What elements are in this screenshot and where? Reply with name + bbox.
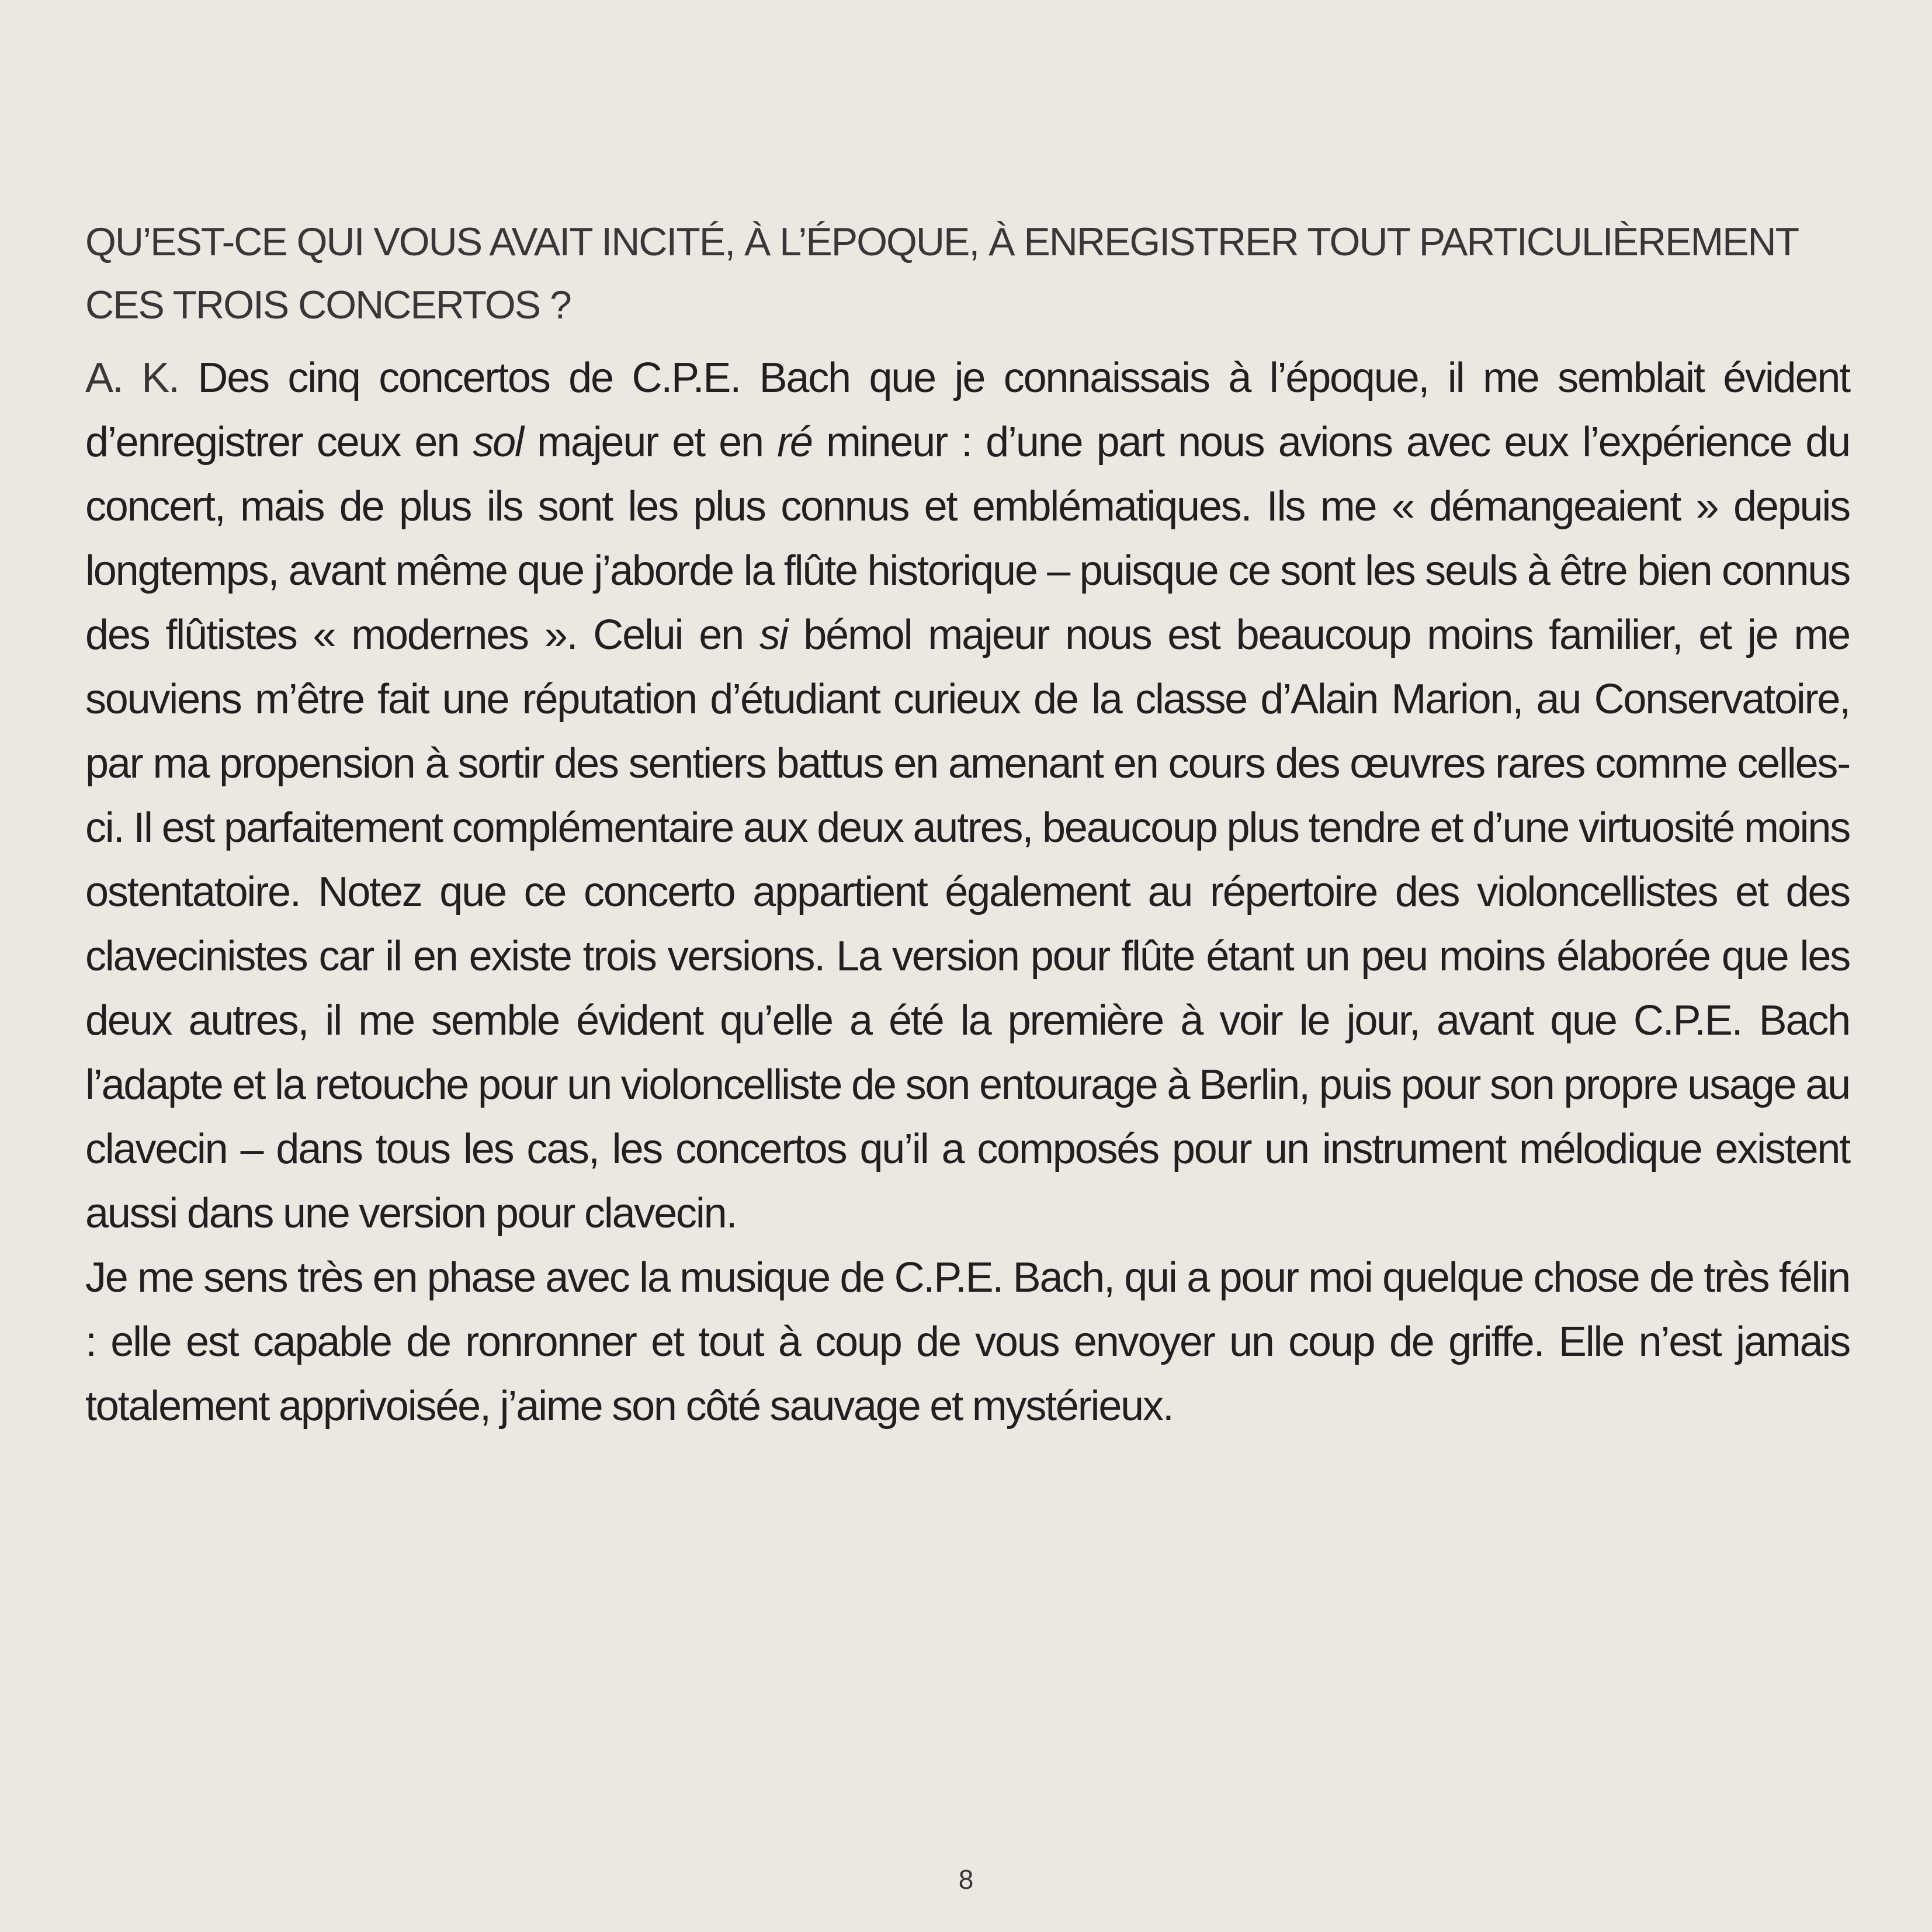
page-content xyxy=(85,210,1850,1438)
speaker-initials: A. K. xyxy=(85,355,179,401)
answer-paragraph-1 xyxy=(85,346,1850,1246)
key-si: si xyxy=(759,612,788,658)
answer-text-b: majeur et en xyxy=(522,419,778,466)
answer-text-c: mineur : d’une part nous avions avec eux l’expérience du concert, mais de plus ils sont les plus connus et emblématiques. Ils me « démangeaient » depuis longtemps, avant même que j’aborde la flûte historique – puisque ce sont les seuls à être bien connus des flûtistes « modernes ». Celui en xyxy=(85,419,1850,658)
interview-answer xyxy=(85,346,1850,1438)
answer-paragraph-2: Je me sens très en phase avec la musique de C.P.E. Bach, qui a pour moi quelque chose de très félin : elle est capable de ronronner et tout à coup de vous envoyer un coup de griffe. Elle n’est jamais totalement apprivoisée, j’aime son côté sauvage et mystérieux. xyxy=(85,1254,1850,1430)
key-sol: sol xyxy=(473,419,523,466)
question-line-1: QU’EST-CE QUI VOUS AVAIT INCITÉ, À L’ÉPOQUE, À ENREGISTRER TOUT PARTICULIÈREMENT xyxy=(85,220,1799,264)
key-re: ré xyxy=(777,419,812,466)
page-number: 8 xyxy=(958,1864,974,1895)
answer-text-a: Des cinq concertos de C.P.E. Bach que je connaissais à l’époque, il me semblait évident d’enregistrer ceux en xyxy=(85,355,1850,466)
interview-question xyxy=(85,210,1850,337)
answer-text-d: bémol majeur nous est beaucoup moins familier, et je me souviens m’être fait une réputation d’étudiant curieux de la classe d’Alain Marion, au Conservatoire, par ma propension à sortir des sentiers battus en amenant en cours des œuvres rares comme celles-ci. Il est parfaitement complémentaire aux deux autres, beaucoup plus tendre et d’une virtuosité moins ostentatoire. Notez que ce concerto appartient également au répertoire des violoncellistes et des clavecinistes car il en existe trois versions. La version pour flûte étant un peu moins élaborée que les deux autres, il me semble évident qu’elle a été la première à voir le jour, avant que C.P.E. Bach l’adapte et la retouche pour un violoncelliste de son entourage à Berlin, puis pour son propre usage au clavecin – dans tous les cas, les concertos qu’il a composés pour un instrument mélodique existent aussi dans une version pour clavecin. xyxy=(85,612,1850,1237)
question-line-2: CES TROIS CONCERTOS ? xyxy=(85,283,571,327)
